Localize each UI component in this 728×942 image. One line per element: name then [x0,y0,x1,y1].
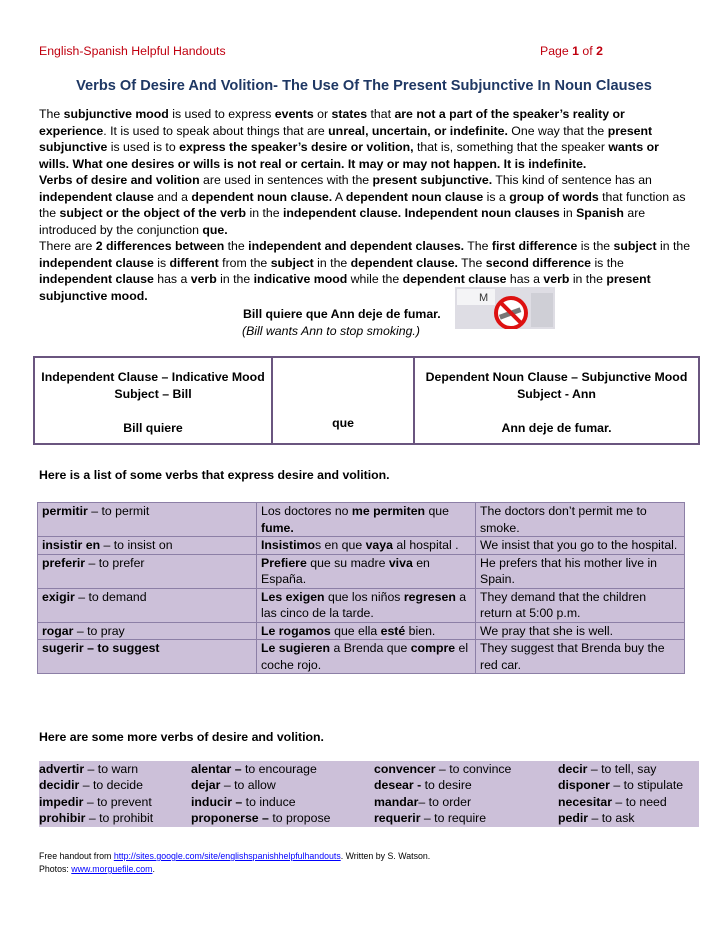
table-row [38,622,685,640]
text-run: events [274,107,314,121]
text-run: or [313,107,332,121]
text-run: – to tell, say [587,762,657,776]
page-indicator: Page 1 of 2 [540,44,603,58]
text-run: subject or the object of the verb [59,206,247,220]
text-run: – to permit [87,504,150,518]
verb-item [558,810,635,826]
text-run: to encourage [241,762,317,776]
intro-text [39,106,691,304]
text-run: vaya [365,538,393,552]
table-row [38,554,685,588]
text-run: alentar – [191,762,242,776]
text-run: present subjunctive [39,123,653,154]
text-run: subject [613,239,657,253]
more-verbs-grid [39,761,699,827]
text-run: subjunctive mood [63,107,169,121]
footer-photos-link[interactable]: www.morguefile.com [71,864,153,874]
text-run: que ella [330,623,381,638]
text-run: Verbs of desire and volition [39,173,200,187]
text-run: are used in sentences with the [199,173,373,187]
text-run: in the [569,272,607,286]
verb-row [39,761,699,777]
text-run: from the [218,255,271,270]
intro-paragraph-2 [39,172,691,238]
text-run: has a [506,272,544,286]
page-title: Verbs Of Desire And Volition- The Use Of The Present Subjunctive In Noun Clauses [76,78,652,94]
conjunction-text: que [332,416,354,430]
verbs-table [37,502,685,674]
text-run: fume. [261,520,294,535]
text-run: Spanish [576,206,624,220]
list1-heading: Here is a list of some verbs that express desire and volition. [39,468,390,482]
text-run: A [332,189,346,204]
text-run: unreal, uncertain, or indefinite. [328,123,508,138]
text-run: has a [153,272,191,286]
text-run: que su madre [306,555,389,570]
text-run: requerir [374,811,421,826]
verb-item [558,761,656,777]
text-run: second difference [485,255,592,270]
independent-clause-text: Bill quiere [123,421,183,435]
text-run: mandar [374,794,419,809]
text-run: subject [270,255,314,270]
text-run: – to stipulate [609,778,684,793]
text-run: is used is to [107,140,180,154]
verb-item [558,777,683,793]
text-run: – to demand [74,589,147,604]
text-run: convencer [374,762,436,776]
text-run: – to convince [435,762,512,776]
verb-item [39,794,152,810]
text-run: to propose [268,811,331,826]
dependent-clause-text: Ann deje de fumar. [501,421,612,435]
text-run: viva [388,555,413,570]
translation-cell: He prefers that his mother live in Spain. [476,554,685,588]
text-run: in the [246,206,283,220]
text-run: are introduced by the conjunction [39,206,646,237]
example-english: (Bill wants Ann to stop smoking.) [242,324,420,338]
table-row [38,503,685,537]
text-run: wants or wills. What one desires or wills is not real or certain. It may or may not happen. It is indefinite. [39,140,659,171]
text-run: that function as the [39,189,686,220]
text-run: que [425,504,449,518]
text-run: present subjunctive mood. [39,272,651,303]
verb-item [374,761,511,777]
text-run: while the [347,272,403,286]
verb-cell [38,640,257,674]
dependent-clause-heading: Dependent Noun Clause – Subjunctive Mood [425,370,688,384]
text-run: sugerir – to suggest [42,641,160,655]
example-cell [257,640,476,674]
independent-clause-box [33,356,273,445]
text-run: different [169,255,219,270]
text-run: insistir en [42,538,101,552]
text-run: first difference [491,239,578,253]
text-run: disponer [558,778,610,793]
header-left: English-Spanish Helpful Handouts [39,44,226,58]
dependent-clause-box [413,356,700,445]
text-run: – to allow [220,778,276,793]
text-run: independent clause. Independent noun clauses [282,206,560,220]
verb-item [374,777,472,793]
conjunction-box [273,356,413,445]
text-run: The [39,107,64,121]
verb-row [39,794,699,810]
translation-cell: We insist that you go to the hospital. [476,537,685,555]
text-run: Prefiere [261,555,307,570]
text-run: express the speaker’s desire or volition, [179,140,414,154]
text-run: in the [656,239,691,253]
text-run: necesitar [558,794,613,809]
footer-site-link[interactable]: http://sites.google.com/site/englishspanishhelpfulhandouts [113,851,341,861]
verb-item [191,794,296,810]
text-run: – to prefer [85,555,145,570]
text-run: permitir [42,504,88,518]
no-smoking-photo [455,287,555,329]
text-run: There are [39,239,96,253]
text-run: Insistimo [261,538,315,552]
verb-item [558,794,667,810]
text-run: to desire [421,778,472,793]
text-run: is a [483,189,510,204]
footer-photos: Photos: www.morguefile.com. [39,864,155,874]
text-run: advertir [39,762,85,776]
example-cell [257,588,476,622]
text-run: decir [558,762,588,776]
text-run: dependent noun clause. [191,189,333,204]
page-current: 1 [572,44,579,58]
independent-clause-heading: Independent Clause – Indicative Mood [41,370,265,384]
verb-item [191,777,276,793]
text-run: in the [313,255,351,270]
text-run: inducir – [191,794,243,809]
text-run: indicative mood [253,272,348,286]
example-cell [257,622,476,640]
text-run: – to insist on [100,538,173,552]
text-run: verb [543,272,570,286]
text-run: Les exigen [261,589,325,604]
verb-cell [38,503,257,537]
text-run: dependent clause. [350,255,458,270]
text-run: states [331,107,368,121]
footer-credit: Free handout from http://sites.google.com/site/englishspanishhelpfulhandouts. Written by S. Watson. [39,851,431,861]
text-run: regresen [403,589,456,604]
table-row [38,588,685,622]
text-run: decidir [39,778,80,793]
text-run: . It is used to speak about things that are [103,123,329,138]
text-run: que. [202,222,228,237]
text-run: s en que [314,538,366,552]
text-run: Le sugieren [261,641,331,655]
intro-paragraph-3 [39,238,691,304]
text-run: prohibir [39,811,86,826]
example-cell [257,537,476,555]
verb-cell [38,537,257,555]
example-spanish: Bill quiere que Ann deje de fumar. [243,307,441,321]
text-run: are not a part of the speaker’s reality or experience [39,107,625,138]
verb-item [374,810,486,826]
text-run: present subjunctive. [372,173,493,187]
translation-cell: They suggest that Brenda buy the red car. [476,640,685,674]
text-run: dejar [191,778,221,793]
text-run: is the [577,239,614,253]
intro-paragraph-1 [39,106,691,172]
text-run: One way that the [507,123,608,138]
verb-row [39,810,699,826]
verb-item [39,777,143,793]
text-run: in [559,206,577,220]
verb-cell [38,554,257,588]
text-run: compre [410,641,456,655]
text-run: Le rogamos [261,623,331,638]
example-cell [257,503,476,537]
text-run: Los doctores no [261,504,352,518]
table-row [38,640,685,674]
text-run: to induce [242,794,296,809]
translation-cell: We pray that she is well. [476,622,685,640]
text-run: independent and dependent clauses. [248,239,465,253]
text-run: verb [190,272,217,286]
independent-clause-subject: Subject – Bill [114,387,192,401]
text-run: dependent clause [402,272,507,286]
example-sentence [0,306,728,340]
text-run: independent clause [39,189,154,204]
text-run: a las cinco de la tarde. [261,589,467,620]
verb-cell [38,588,257,622]
dependent-clause-subject: Subject - Ann [517,387,596,401]
text-run: me permiten [351,504,426,518]
text-run: – to require [420,811,487,826]
translation-cell: The doctors don’t permit me to smoke. [476,503,685,537]
text-run: al hospital . [392,538,459,552]
text-run: desear - [374,778,422,793]
no-smoking-icon [455,287,555,329]
verb-item [39,761,138,777]
text-run: is the [591,255,624,270]
text-run: 2 differences between [95,239,225,253]
text-run: group of words [509,189,599,204]
text-run: – to need [612,794,667,809]
text-run: – to pray [73,623,125,638]
list2-heading: Here are some more verbs of desire and volition. [39,730,324,744]
text-run: que los niños [324,589,404,604]
text-run: The [464,239,492,253]
text-run: impedir [39,794,84,809]
text-run: independent clause [39,272,154,286]
text-run: is [153,255,170,270]
table-row [38,537,685,555]
text-run: el coche rojo. [261,641,469,672]
verb-row [39,777,699,793]
sign-letter: M [479,292,489,304]
verb-item [374,794,471,810]
text-run: – to ask [588,811,635,826]
text-run: a Brenda que [330,641,411,655]
text-run: esté [380,623,406,638]
text-run: pedir [558,811,589,826]
text-run: dependent noun clause [345,189,484,204]
text-run: preferir [42,555,86,570]
translation-cell: They demand that the children return at 5:00 p.m. [476,588,685,622]
text-run: en España. [261,555,430,586]
text-run: This kind of sentence has an [492,173,652,187]
verb-item [191,761,317,777]
verb-cell [38,622,257,640]
text-run: rogar [42,623,74,638]
text-run: – to decide [79,778,143,793]
text-run: the [224,239,249,253]
verb-item [39,810,153,826]
text-run: and a [153,189,192,204]
verb-item [191,810,330,826]
text-run: – to prevent [83,794,152,809]
text-run: that is, something that the speaker [413,140,609,154]
page-total: 2 [596,44,603,58]
text-run: – to order [418,794,472,809]
text-run: exigir [42,589,75,604]
text-run: that [367,107,395,121]
text-run: independent clause [39,255,154,270]
example-cell [257,554,476,588]
footer [39,850,430,876]
text-run: – to warn [84,762,139,776]
text-run: in the [216,272,254,286]
text-run: is used to express [168,107,275,121]
text-run: The [457,255,486,270]
text-run: proponerse – [191,811,269,826]
text-run: – to prohibit [85,811,154,826]
text-run: bien. [405,623,436,638]
